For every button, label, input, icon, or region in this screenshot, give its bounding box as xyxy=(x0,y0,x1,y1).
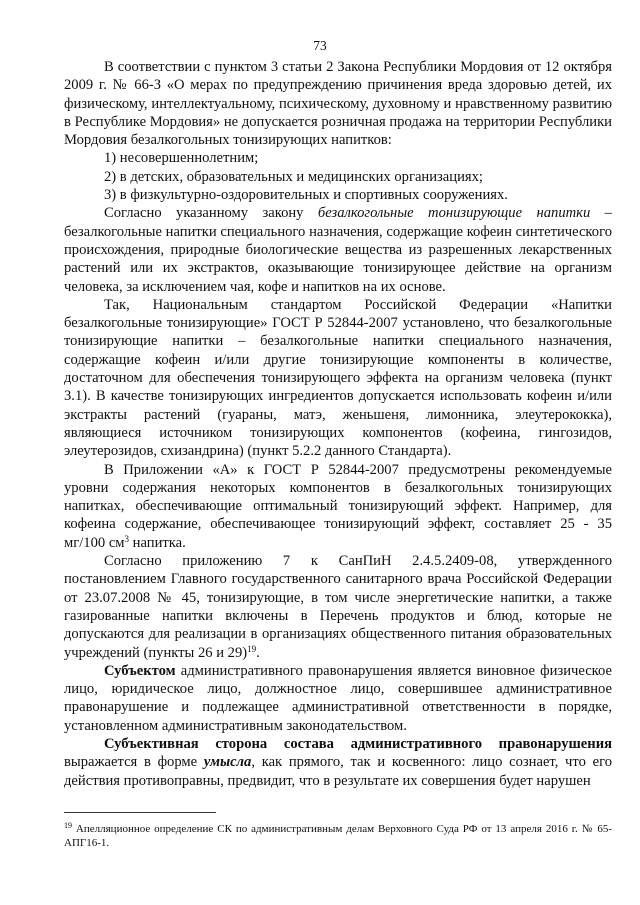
paragraph-appendix xyxy=(64,461,612,552)
footnote-marker: 19 xyxy=(64,821,72,830)
sanpin-text: Согласно приложению 7 к СанПиН 2.4.5.2409-08, утвержденного постановлением Главного государственного санитарного врача Российской Федерации от 23.07.2008 № 45, тонизирующие, в том числе энергетические напитки, а также газированные напитки включены в Перечень продуктов и блюд, которые не допускаются для реализации в организациях общественного питания образовательных учреждений (пункты 26 и 29) xyxy=(64,553,612,661)
definition-text: – безалкогольные напитки специального назначения, содержащие кофеин синтетического происхождения, природные биологические вещества из разрешенных лекарственных растений или их экстрактов, оказывающие тонизирующее действие на организм человека, за исключением чая, кофе и напитков на их основе. xyxy=(64,205,612,295)
subject-text: административного правонарушения является виновное физическое лицо, юридическое лицо, должностное лицо, совершившее административное правонарушение и подлежащее административной ответственности в порядке, установленном административным законодательством. xyxy=(64,662,612,734)
list-item: 1) несовершеннолетним; xyxy=(104,150,259,167)
definition-lead: Согласно указанному закону xyxy=(104,205,318,222)
subjective-side-text: , как прямого, так и косвенного: лицо сознает, что его действия противоправны, предвидит, что в результате их совершения будет нарушен xyxy=(64,754,612,789)
appendix-tail: напитка. xyxy=(129,534,186,551)
defined-term: безалкогольные тонизирующие напитки xyxy=(317,205,591,222)
footnote xyxy=(64,822,612,850)
footnote-separator xyxy=(64,812,216,813)
list-item: 3) в физкультурно-оздоровительных и спортивных сооружениях. xyxy=(104,187,508,204)
paragraph-definition xyxy=(64,204,612,295)
superscript: 3 xyxy=(124,533,130,544)
document-body xyxy=(64,58,612,790)
list-item: 2) в детских, образовательных и медицинских организациях; xyxy=(104,168,483,185)
page-number: 73 xyxy=(313,38,327,53)
subjective-side-term: Субъективная сторона состава административного правонарушения xyxy=(104,735,612,752)
paragraph-subject xyxy=(64,662,612,735)
paragraph-gost: Так, Национальным стандартом Российской Федерации «Напитки безалкогольные тонизирующие» ГОСТ Р 52844-2007 установлено, что безалкогольные тонизирующие напитки – безалкогольные напитки специального назначения, содержащие кофеин и/или другие тонизирующие компоненты в количестве, достаточном для обеспечения тонизирующего эффекта на организм человека (пункт 3.1). В качестве тонизирующих ингредиентов допускается использовать кофеин и/или экстракты растений (гуараны, матэ, женьшеня, лимонника, элеутерококка), являющиеся источником тонизирующих компонентов (кофеина, гингозидов, элеутерозидов, схизандрина) (пункт 5.2.2 данного Стандарта). xyxy=(64,296,612,460)
intent-term: умысла xyxy=(203,754,252,771)
footnote-reference: 19 xyxy=(247,643,257,654)
subjective-side-mid: выражается в форме xyxy=(64,754,204,771)
paragraph-law-reference: В соответствии с пунктом 3 статьи 2 Закона Республики Мордовия от 12 октября 2009 г. № 66-З «О мерах по предупреждению причинения вреда здоровью детей, их физическому, интеллектуальному, психическому, духовному и нравственному развитию в Республике Мордовия» не допускается розничная продажа на территории Республики Мордовия безалкогольных тонизирующих напитков: xyxy=(64,59,612,149)
subject-term: Субъектом xyxy=(104,662,176,679)
appendix-text: В Приложении «А» к ГОСТ Р 52844-2007 предусмотрены рекомендуемые уровни содержания некоторых компонентов в безалкогольных тонизирующих напитках, обеспечивающие оптимальный тонизирующий эффект. Например, для кофеина содержание, обеспечивающее тонизирующий эффект, составляет 25 - 35 мг/100 см xyxy=(64,461,612,551)
paragraph-sanpin xyxy=(64,552,612,662)
sanpin-tail: . xyxy=(256,644,260,661)
paragraph-subjective-side xyxy=(64,735,612,790)
footnote-text: Апелляционное определение СК по административным делам Верховного Суда РФ от 13 апреля 2016 г. № 65-АПГ16-1. xyxy=(64,823,612,849)
